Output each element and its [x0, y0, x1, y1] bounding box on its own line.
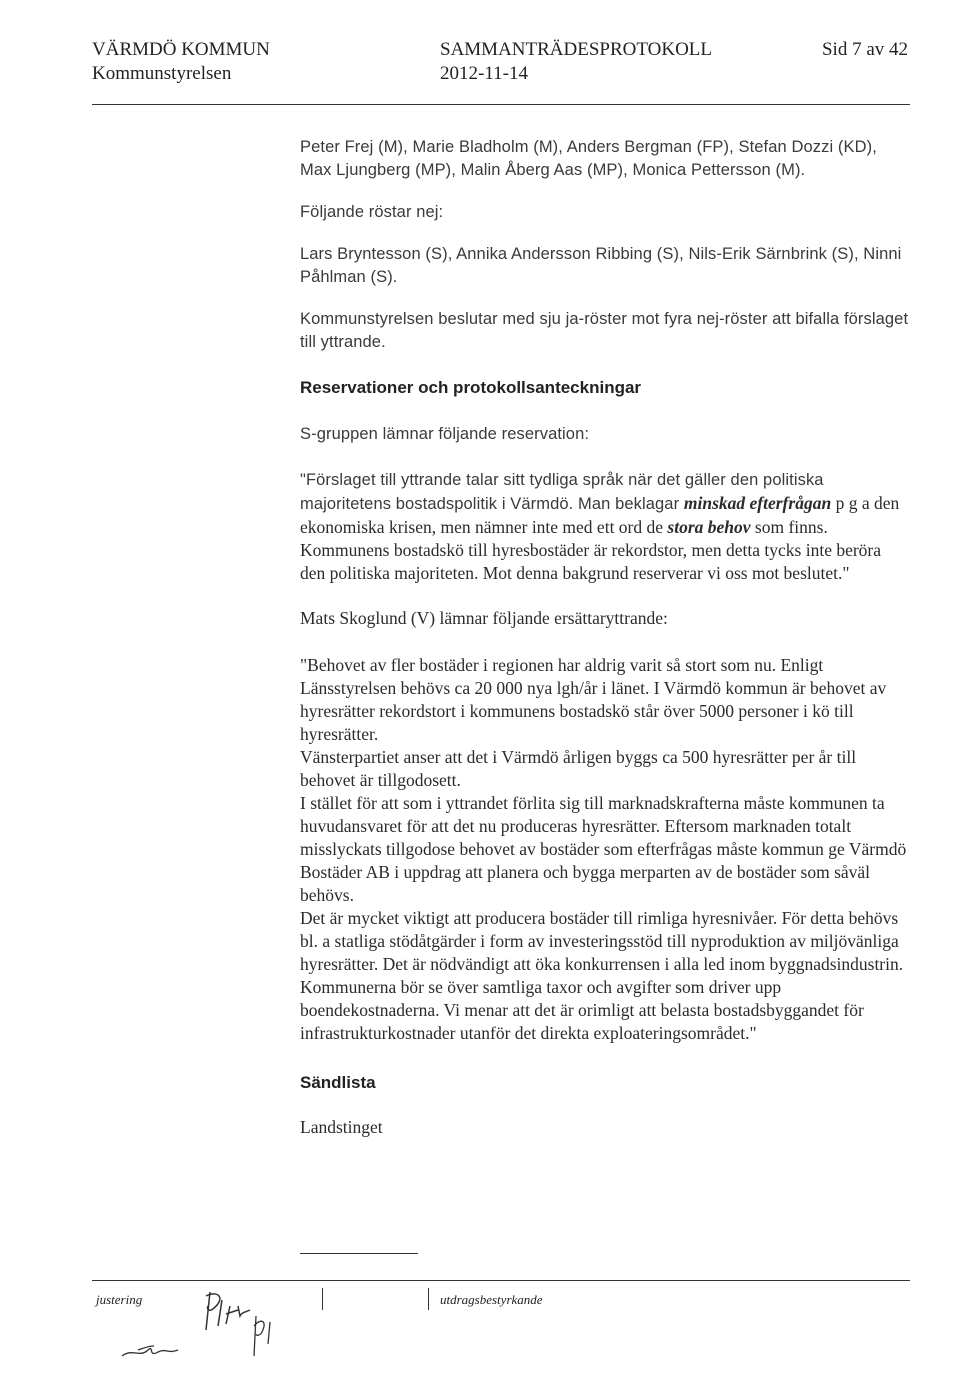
- v-statement-paragraph: Det är mycket viktigt att producera bostäder till rimliga hyresnivåer. För detta behövs bl. a statliga stödåtgärder i form av investeringsstöd till nyproduktion av miljövänliga hyresrätter. Det är nödvändigt att öka konkurrensen i alla led inom byggnadsindustrin. Kommunerna bör se över samtliga taxor och avgifter som driver upp boendekostnaderna. Vi menar att det är orimligt att belasta bostadsbyggandet för infrastrukturkostnader utanför det direkta exploateringsområdet.": [300, 908, 904, 1043]
- reservations-heading: Reservationer och protokollsanteckningar: [300, 378, 642, 397]
- page-number: Sid 7 av 42: [821, 39, 908, 60]
- header-divider: [92, 104, 910, 105]
- s-quote-part3: som finns. Kommunens bostadskö till hyresbostäder är rekordstor, men detta tycks inte beröra den politiska majoriteten. Mot denna bakgrund reserverar vi oss mot beslutet.": [300, 517, 882, 583]
- protocol-body: [300, 136, 910, 1158]
- signature-initials: [196, 1286, 306, 1366]
- no-voters-intro: Följande röstar nej:: [300, 203, 444, 221]
- board-name: Kommunstyrelsen: [92, 63, 232, 84]
- v-intro: Mats Skoglund (V) lämnar följande ersättaryttrande:: [300, 608, 668, 628]
- footer-extract-label: utdragsbestyrkande: [440, 1292, 543, 1307]
- footer-divider: [92, 1280, 910, 1281]
- meeting-date: 2012-11-14: [440, 63, 528, 84]
- header-left: [92, 38, 270, 86]
- distribution-heading: Sändlista: [300, 1073, 376, 1092]
- s-quote-emphasis-1: minskad efterfrågan: [683, 493, 832, 513]
- municipality-name: VÄRMDÖ KOMMUN: [92, 39, 270, 60]
- footer-separator: [428, 1288, 429, 1310]
- document-type: SAMMANTRÄDESPROTOKOLL: [440, 39, 713, 60]
- footer-separator: [322, 1288, 323, 1310]
- header-center: [440, 38, 712, 86]
- v-statement: [300, 654, 910, 1045]
- v-statement-paragraph: I stället för att som i yttrandet förlita sig till marknadskrafterna måste kommunen ta huvudansvaret för att det nu produceras hyresrätter. Eftersom marknaden totalt misslyckats tillgodose behovet av bostäder som efterfrågas måste kommun ge Värmdö Bostäder AB i uppdrag att planera och bygga merparten av de bostäder som såväl behövs.: [300, 793, 907, 905]
- distribution-item: Landstinget: [300, 1117, 383, 1137]
- s-quote-part2: p g a den ekonomiska krisen, men nämner inte med ett ord de: [300, 493, 900, 537]
- v-statement-paragraph: Vänsterpartiet anser att det i Värmdö årligen byggs ca 500 hyresrätter per år till behovet är tillgodosett.: [300, 747, 857, 790]
- s-group-intro: S-gruppen lämnar följande reservation:: [300, 425, 590, 443]
- s-group-reservation: [300, 468, 910, 585]
- no-voters: Lars Bryntesson (S), Annika Andersson Ribbing (S), Nils-Erik Särnbrink (S), Ninni Påhlman (S).: [300, 245, 902, 286]
- signature-scribble: [118, 1328, 188, 1364]
- decision-text: Kommunstyrelsen beslutar med sju ja-röster mot fyra nej-röster att bifalla förslaget till yttrande.: [300, 310, 909, 351]
- footer-justering-label: justering: [96, 1292, 143, 1307]
- s-quote-emphasis-2: stora behov: [667, 517, 751, 537]
- yes-voters: Peter Frej (M), Marie Bladholm (M), Anders Bergman (FP), Stefan Dozzi (KD), Max Ljungberg (MP), Malin Åberg Aas (MP), Monica Pettersson (M).: [300, 138, 877, 179]
- v-statement-paragraph: "Behovet av fler bostäder i regionen har aldrig varit så stort som nu. Enligt Länsstyrelsen behövs ca 20 000 nya lgh/år i länet. I Värmdö kommun är behovet av hyresrätter rekordstort i kommunens bostadskö står över 5000 personer i kö till hyresrätter.: [300, 655, 887, 744]
- s-quote-part1: "Förslaget till yttrande talar sitt tydliga språk när det gäller den politiska majoritetens bostadspolitik i Värmdö. Man beklagar: [300, 471, 824, 513]
- distribution-divider: [300, 1253, 418, 1254]
